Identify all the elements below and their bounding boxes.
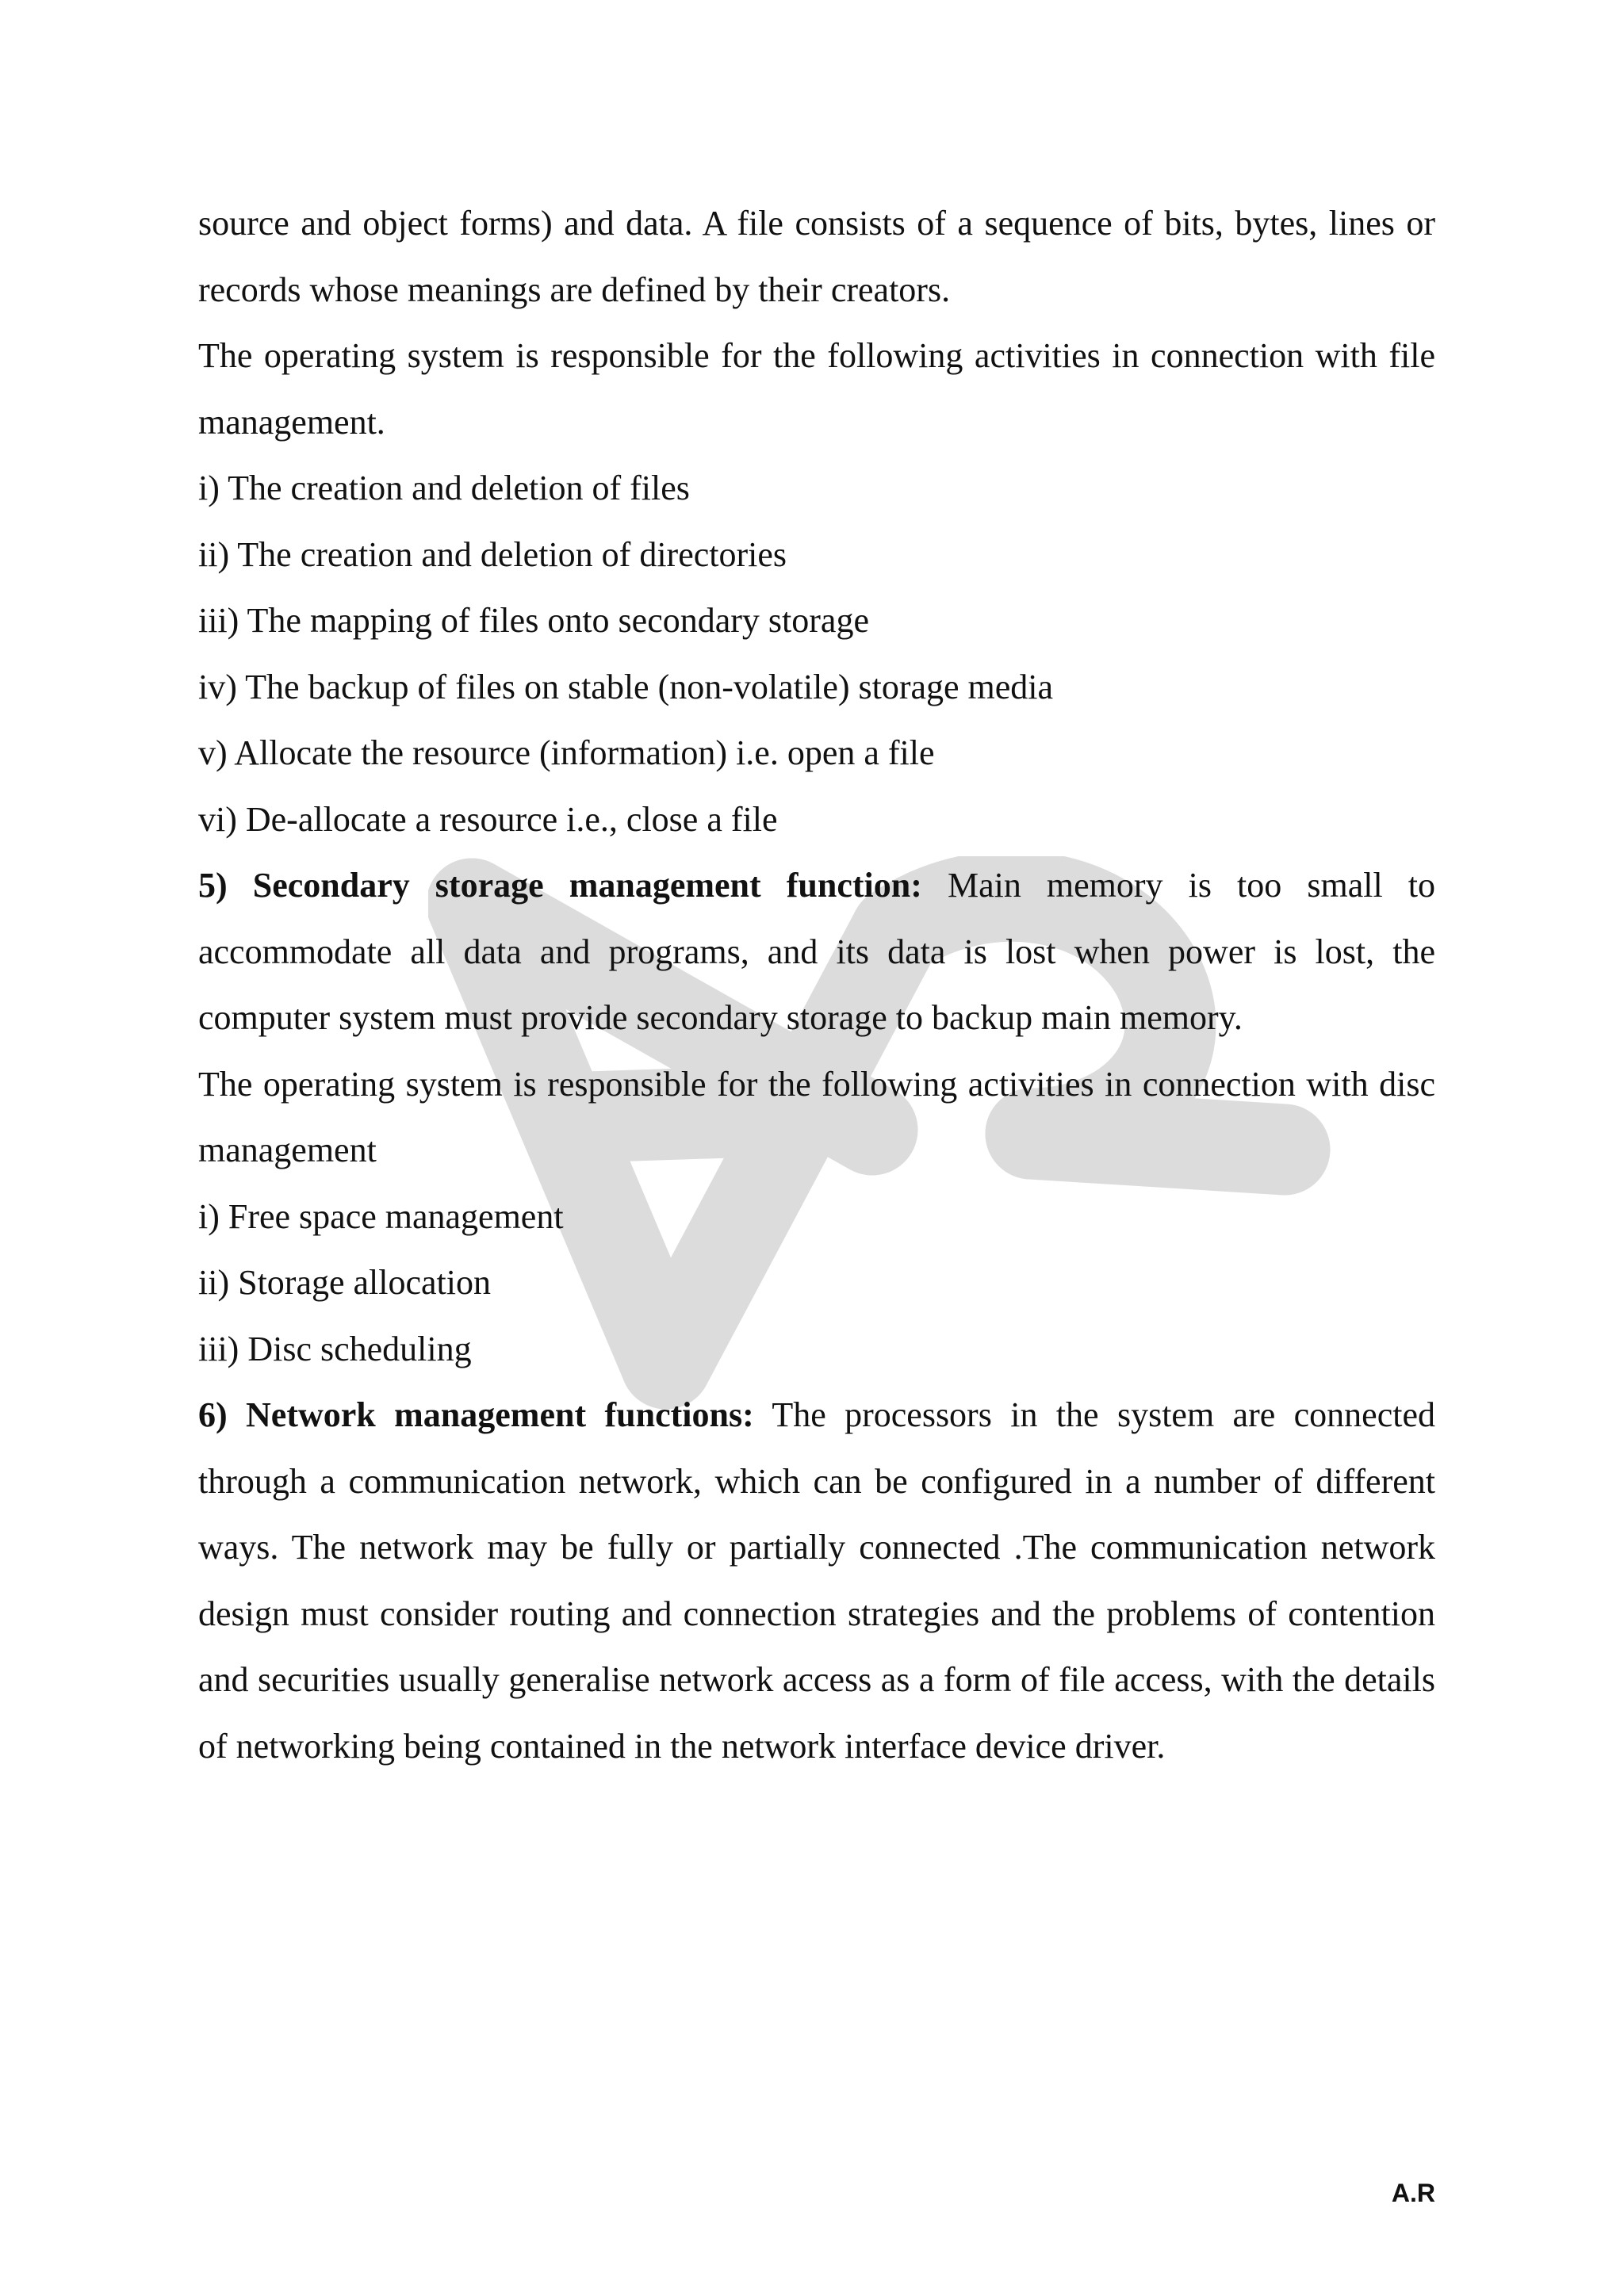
list-item-file-1: i) The creation and deletion of files — [198, 469, 690, 507]
paragraph-network-management — [198, 1382, 1435, 1779]
document-body — [198, 190, 1435, 1779]
network-management-body: The processors in the system are connected through a communication network, which can be configured in a number of different ways. The network may be fully or partially connected .The communication network design must consider routing and connection strategies and the problems of contention and securities usually generalise network access as a form of file access, with the details of networking being contained in the network interface device driver. — [198, 1395, 1435, 1766]
paragraph-disc-management-intro: The operating system is responsible for the following activities in connection with disc management — [198, 1064, 1435, 1169]
footer-initials: A.R — [1391, 2179, 1435, 2207]
paragraph-file-definition: source and object forms) and data. A file consists of a sequence of bits, bytes, lines or records whose meanings are defined by their creators. — [198, 204, 1435, 309]
list-item-disc-2: ii) Storage allocation — [198, 1263, 491, 1302]
list-item-file-3: iii) The mapping of files onto secondary storage — [198, 601, 869, 640]
list-item-file-2: ii) The creation and deletion of directories — [198, 534, 787, 574]
list-item-file-5: v) Allocate the resource (information) i.e. open a file — [198, 733, 935, 772]
paragraph-secondary-storage — [198, 852, 1435, 1051]
heading-secondary-storage: 5) Secondary storage management function: — [198, 866, 922, 905]
paragraph-file-management-intro: The operating system is responsible for the following activities in connection with file management. — [198, 336, 1435, 442]
secondary-storage-body: Main memory is too small to accommodate all data and programs, and its data is lost when power is lost, the computer system must provide secondary storage to backup main memory. — [198, 866, 1435, 1037]
list-item-disc-3: iii) Disc scheduling — [198, 1329, 472, 1368]
list-item-file-6: vi) De-allocate a resource i.e., close a file — [198, 799, 778, 839]
list-item-file-4: iv) The backup of files on stable (non-volatile) storage media — [198, 667, 1054, 706]
heading-network-management: 6) Network management functions: — [198, 1395, 754, 1434]
list-item-disc-1: i) Free space management — [198, 1196, 564, 1236]
